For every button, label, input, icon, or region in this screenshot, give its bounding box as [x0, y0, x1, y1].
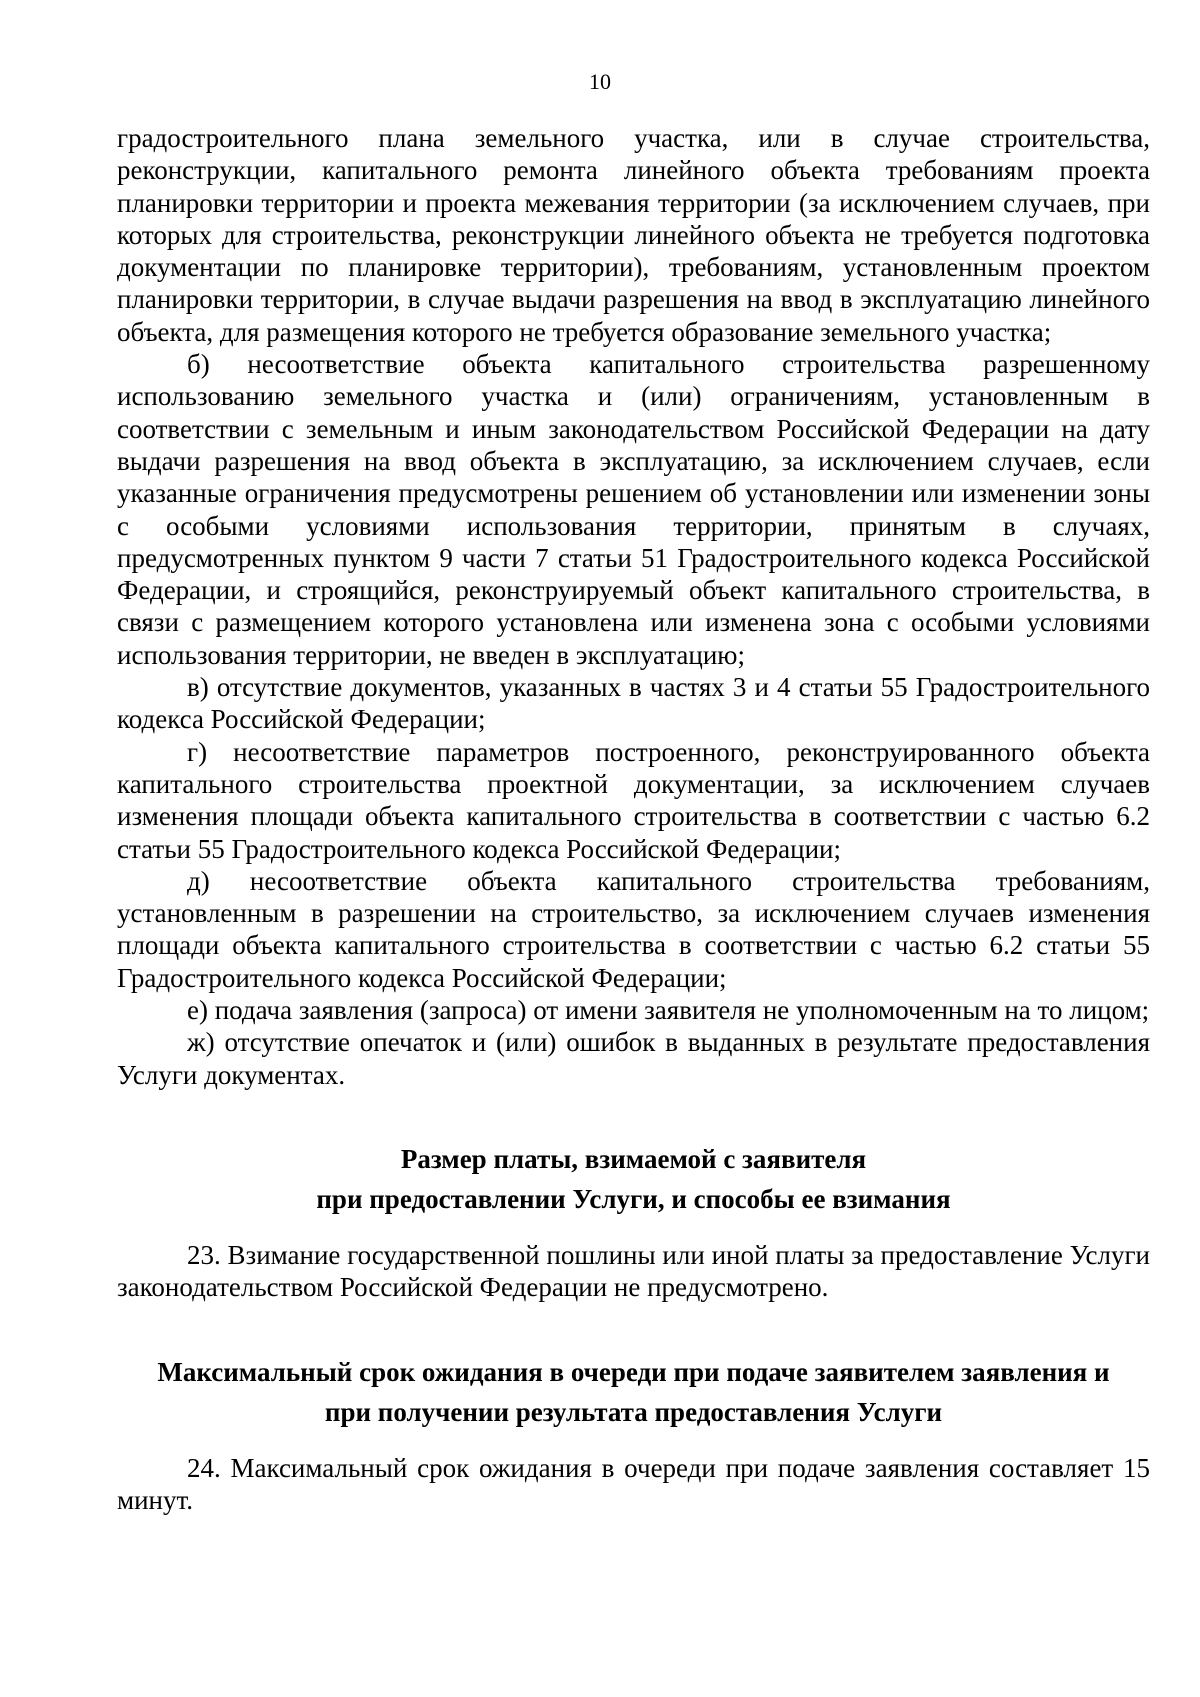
section-heading-queue-line-2: при получении результата предоставления Услуги [324, 1396, 943, 1427]
section-heading-queue-line-1: Максимальный срок ожидания в очереди при подаче заявителем заявления и [157, 1356, 1110, 1387]
list-item-zh: ж) отсутствие опечаток и (или) ошибок в выданных в результате предоставления Услуги документах. [117, 1027, 1150, 1090]
section-heading-queue [117, 1352, 1150, 1432]
paragraph-24: 24. Максимальный срок ожидания в очереди при подаче заявления составляет 15 минут. [117, 1452, 1150, 1515]
paragraph-23: 23. Взимание государственной пошлины или иной платы за предоставление Услуги законодательством Российской Федерации не предусмотрено. [117, 1239, 1150, 1303]
list-item-e: е) подача заявления (запроса) от имени заявителя не уполномоченным на то лицом; [187, 995, 1150, 1026]
section-heading-fee-line-2: при предоставлении Услуги, и способы ее взимания [316, 1183, 951, 1214]
document-body [117, 122, 1150, 1516]
list-item-d: д) несоответствие объекта капитального строительства требованиям, установленным в разрешении на строительство, за исключением случаев изменения площади объекта капитального строительства в соответствии с частью 6.2 статьи 55 Градостроительного кодекса Российской Федерации; [117, 865, 1150, 993]
section-heading-fee-line-1: Размер платы, взимаемой с заявителя [400, 1143, 867, 1174]
page-number: 10 [589, 69, 611, 94]
list-item-g: г) несоответствие параметров построенного, реконструированного объекта капитального строительства проектной документации, за исключением случаев изменения площади объекта капитального строительства в соответствии с частью 6.2 статьи 55 Градостроительного кодекса Российской Федерации; [117, 736, 1150, 864]
section-heading-fee [117, 1139, 1150, 1219]
paragraph-continuation: градостроительного плана земельного участка, или в случае строительства, реконструкции, капитального ремонта линейного объекта требованиям проекта планировки территории и проекта межевания территории (за исключением случаев, при которых для строительства, реконструкции линейного объекта не требуется подготовка документации по планировке территории), требованиям, установленным проектом планировки территории, в случае выдачи разрешения на ввод в эксплуатацию линейного объекта, для размещения которого не требуется образование земельного участка; [117, 123, 1150, 347]
list-item-v: в) отсутствие документов, указанных в частях 3 и 4 статьи 55 Градостроительного кодекса Российской Федерации; [117, 672, 1150, 735]
list-item-b: б) несоответствие объекта капитального строительства разрешенному использованию земельного участка и (или) ограничениям, установленным в соответствии с земельным и иным законодательством Российской Федерации на дату выдачи разрешения на ввод объекта в эксплуатацию, за исключением случаев, если указанные ограничения предусмотрены решением об установлении или изменении зоны с особыми условиями использования территории, принятым в случаях, предусмотренных пунктом 9 части 7 статьи 51 Градостроительного кодекса Российской Федерации, и строящийся, реконструируемый объект капитального строительства, в связи с размещением которого установлена или изменена зона с особыми условиями использования территории, не введен в эксплуатацию; [117, 349, 1150, 670]
